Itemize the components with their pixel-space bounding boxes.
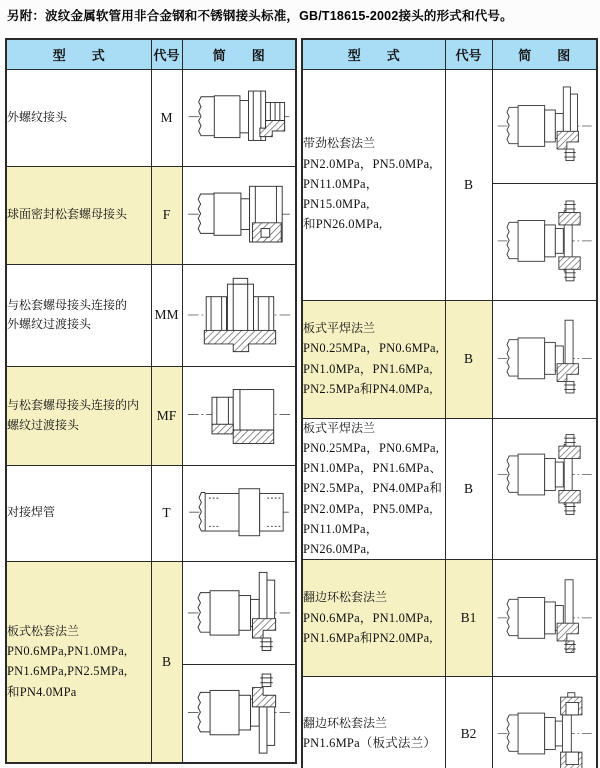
diagram-cell xyxy=(492,560,597,677)
type-line: 外螺纹接头 xyxy=(7,109,68,124)
type-cell xyxy=(302,300,445,418)
table-row xyxy=(302,677,597,768)
document-title: 另附：波纹金属软管用非合金钢和不锈钢接头标准，GB/T18615-2002接头的形式和代号。 xyxy=(7,9,513,23)
type-line: PN1.0MPa，PN1.6MPa, xyxy=(303,361,433,376)
table-row xyxy=(6,561,296,763)
type-line: PN0.25MPa，PN0.6MPa, xyxy=(303,341,440,356)
type-line: PN0.25MPa，PN0.6MPa, xyxy=(303,440,440,455)
diagram-butt-weld-pipe xyxy=(183,466,296,560)
diagram-cell xyxy=(182,366,296,465)
diagram-male-female-adapter xyxy=(183,367,296,464)
diagram-flat-weld-plate-flange-2 xyxy=(493,419,597,531)
code-cell xyxy=(445,560,492,677)
type-cell xyxy=(302,69,445,300)
type-line: PN1.0MPa，PN1.6MPa、 xyxy=(303,461,443,476)
table-row xyxy=(302,560,597,677)
type-cell xyxy=(6,366,151,465)
code-cell xyxy=(151,561,182,763)
code-cell xyxy=(445,300,492,418)
code-cell xyxy=(151,166,182,264)
code-cell xyxy=(445,418,492,560)
type-line: 球面密封松套螺母接头 xyxy=(7,207,128,222)
column-header-code: 代号 xyxy=(151,39,182,69)
right-fitting-table xyxy=(301,38,598,768)
code-cell xyxy=(445,69,492,300)
column-header-diagram: 简 图 xyxy=(492,39,597,69)
type-line: PN11.0MPa，PN15.0MPa, xyxy=(303,176,379,212)
type-cell xyxy=(302,560,445,677)
type-cell xyxy=(302,677,445,768)
diagram-flat-weld-plate-flange xyxy=(493,301,597,417)
code-value: MM xyxy=(154,307,179,322)
code-cell xyxy=(151,465,182,561)
type-line: 外螺纹过渡接头 xyxy=(7,317,92,331)
diagram-cell xyxy=(492,300,597,418)
code-cell xyxy=(445,677,492,768)
table-row xyxy=(6,166,296,264)
type-line: 对接焊管 xyxy=(7,505,56,520)
type-line: PN1.6MPa,PN2.5MPa, xyxy=(7,664,128,679)
type-line: PN2.0MPa，PN5.0MPa, xyxy=(303,501,433,516)
code-value: B xyxy=(463,176,473,192)
code-value: B xyxy=(161,653,171,669)
diagram-lapped-ring-loose-flange xyxy=(493,560,597,675)
header-row xyxy=(302,39,597,69)
type-line: 与松套螺母接头连接的内 xyxy=(7,398,140,413)
type-line: 翻边环松套法兰 xyxy=(303,590,388,605)
code-value: B1 xyxy=(460,610,477,626)
table-row xyxy=(6,366,296,465)
type-cell xyxy=(6,561,151,763)
code-cell xyxy=(151,69,182,166)
code-value: B xyxy=(463,351,473,366)
type-line: PN1.6MPa（板式法兰） xyxy=(303,736,437,751)
diagram-male-male-adapter xyxy=(183,265,296,365)
type-line: PN2.5MPa和PN4.0MPa, xyxy=(303,381,433,396)
type-line: 与松套螺母接头连接的 xyxy=(7,297,128,312)
diagram-spherical-seal-swivel-nut-fitting xyxy=(183,167,296,263)
diagram-neck-loose-flange-top xyxy=(493,70,597,183)
type-line: PN2.0MPa，PN5.0MPa, xyxy=(303,156,433,171)
diagram-cell xyxy=(182,166,296,264)
table-row xyxy=(302,69,597,300)
diagram-cell xyxy=(182,69,296,166)
type-line: PN0.6MPa，PN1.0MPa, xyxy=(303,610,433,625)
diagram-neck-loose-flange-bottom xyxy=(493,183,597,299)
header-row xyxy=(6,39,296,69)
code-value: B2 xyxy=(460,725,477,741)
table-row xyxy=(6,69,296,166)
diagram-cell xyxy=(492,418,597,560)
table-row xyxy=(6,264,296,366)
type-cell xyxy=(6,166,151,264)
table-row xyxy=(302,300,597,418)
type-cell xyxy=(6,264,151,366)
type-line: 和PN4.0MPa xyxy=(7,684,77,699)
code-cell xyxy=(151,366,182,465)
tables-container xyxy=(5,38,598,768)
type-line: 板式平焊法兰 xyxy=(303,420,376,435)
code-cell xyxy=(151,264,182,366)
type-line: 翻边环松套法兰 xyxy=(303,715,388,730)
diagram-cell xyxy=(182,465,296,561)
type-cell xyxy=(302,418,445,560)
table-row xyxy=(6,465,296,561)
left-fitting-table xyxy=(5,38,297,764)
table-row xyxy=(302,418,597,560)
code-value: T xyxy=(162,505,171,520)
diagram-plate-loose-flange-bottom xyxy=(183,664,296,762)
diagram-cell xyxy=(182,561,296,763)
type-cell xyxy=(6,69,151,166)
diagram-cell xyxy=(492,69,597,300)
diagram-cell xyxy=(182,264,296,366)
diagram-male-thread-fitting xyxy=(183,70,296,165)
diagram-cell xyxy=(492,677,597,768)
type-line: 带劲松套法兰 xyxy=(303,136,376,151)
code-value: F xyxy=(162,207,171,222)
column-header-code: 代号 xyxy=(445,39,492,69)
type-line: PN2.5MPa，PN4.0MPa和 xyxy=(303,481,443,496)
code-value: B xyxy=(463,480,473,496)
type-line: 和PN26.0MPa, xyxy=(303,217,383,232)
type-line: 板式松套法兰 xyxy=(7,623,80,638)
type-cell xyxy=(6,465,151,561)
type-line: PN11.0MPa，PN26.0MPa, xyxy=(303,521,379,557)
diagram-plate-loose-flange-top xyxy=(183,562,296,664)
type-line: PN0.6MPa,PN1.0MPa, xyxy=(7,644,128,659)
type-line: 螺纹过渡接头 xyxy=(7,417,80,432)
column-header-type: 型 式 xyxy=(6,39,151,69)
diagram-lapped-ring-loose-flange-b2 xyxy=(493,677,597,768)
code-value: M xyxy=(160,109,173,125)
type-line: PN1.6MPa和PN2.0MPa, xyxy=(303,631,433,646)
column-header-type: 型 式 xyxy=(302,39,445,69)
column-header-diagram: 简 图 xyxy=(182,39,296,69)
code-value: MF xyxy=(156,407,177,423)
type-line: 板式平焊法兰 xyxy=(303,320,376,335)
